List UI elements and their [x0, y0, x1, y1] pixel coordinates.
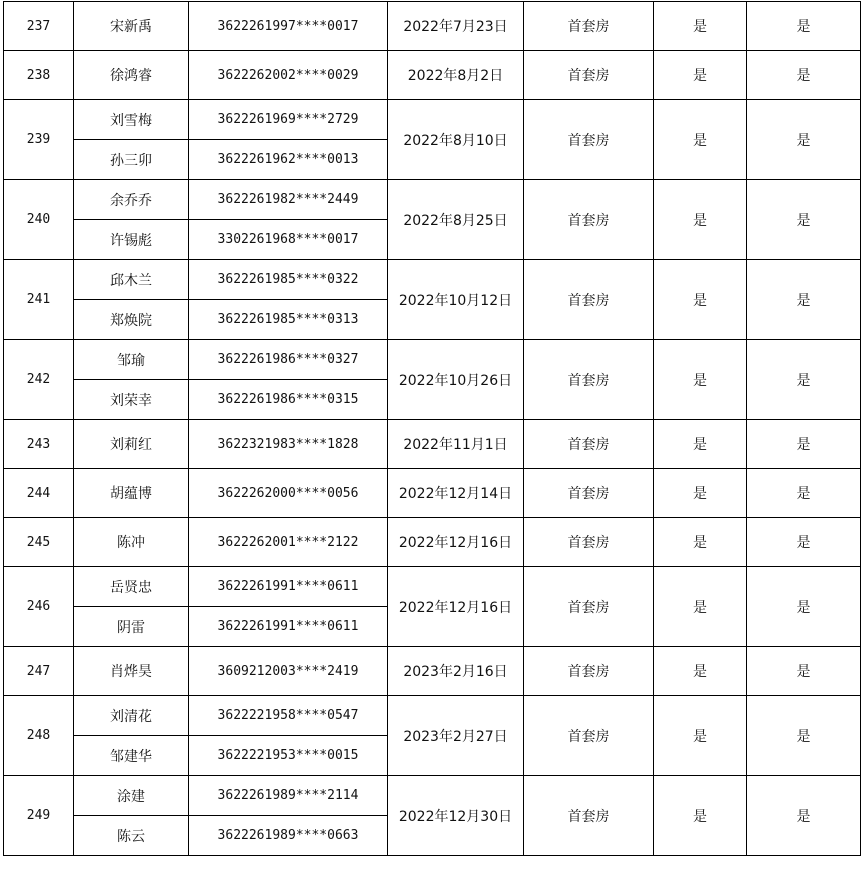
condition-one-cell: 是 — [654, 696, 747, 776]
id-number-cell: 3622221958****0547 — [189, 696, 388, 736]
person-name-cell: 余乔乔 — [74, 180, 189, 220]
id-number-cell: 3609212003****2419 — [189, 647, 388, 696]
record-number-cell: 245 — [4, 518, 74, 567]
person-name-cell: 肖烨昊 — [74, 647, 189, 696]
person-name-cell: 胡蕴博 — [74, 469, 189, 518]
housing-type-cell: 首套房 — [524, 469, 654, 518]
person-name-cell: 陈云 — [74, 816, 189, 856]
id-number-cell: 3622261991****0611 — [189, 567, 388, 607]
table-row — [4, 567, 861, 607]
table-row — [4, 420, 861, 469]
date-cell: 2022年7月23日 — [388, 2, 524, 51]
housing-type-cell: 首套房 — [524, 647, 654, 696]
record-number-cell: 246 — [4, 567, 74, 647]
condition-one-cell: 是 — [654, 51, 747, 100]
condition-two-cell: 是 — [747, 2, 861, 51]
id-number-cell: 3622261962****0013 — [189, 140, 388, 180]
id-number-cell: 3622261991****0611 — [189, 607, 388, 647]
housing-type-cell: 首套房 — [524, 2, 654, 51]
table-row — [4, 647, 861, 696]
id-number-cell: 3622262001****2122 — [189, 518, 388, 567]
housing-type-cell: 首套房 — [524, 420, 654, 469]
record-number-cell: 243 — [4, 420, 74, 469]
table-row — [4, 260, 861, 300]
id-number-cell: 3622261969****2729 — [189, 100, 388, 140]
person-name-cell: 陈冲 — [74, 518, 189, 567]
id-number-cell: 3622261982****2449 — [189, 180, 388, 220]
date-cell: 2022年10月12日 — [388, 260, 524, 340]
date-cell: 2022年12月30日 — [388, 776, 524, 856]
person-name-cell: 刘雪梅 — [74, 100, 189, 140]
date-cell: 2023年2月27日 — [388, 696, 524, 776]
housing-type-cell: 首套房 — [524, 776, 654, 856]
table-row — [4, 518, 861, 567]
person-name-cell: 郑焕院 — [74, 300, 189, 340]
id-number-cell: 3622221953****0015 — [189, 736, 388, 776]
condition-one-cell: 是 — [654, 567, 747, 647]
condition-two-cell: 是 — [747, 647, 861, 696]
person-name-cell: 许锡彪 — [74, 220, 189, 260]
record-number-cell: 238 — [4, 51, 74, 100]
id-number-cell: 3622321983****1828 — [189, 420, 388, 469]
id-number-cell: 3622261989****0663 — [189, 816, 388, 856]
record-number-cell: 237 — [4, 2, 74, 51]
person-name-cell: 岳贤忠 — [74, 567, 189, 607]
table-row — [4, 340, 861, 380]
condition-two-cell: 是 — [747, 100, 861, 180]
records-table — [3, 1, 861, 856]
records-body — [4, 2, 861, 856]
person-name-cell: 阴雷 — [74, 607, 189, 647]
record-number-cell: 248 — [4, 696, 74, 776]
person-name-cell: 徐鸿睿 — [74, 51, 189, 100]
date-cell: 2022年8月25日 — [388, 180, 524, 260]
condition-one-cell: 是 — [654, 518, 747, 567]
record-number-cell: 241 — [4, 260, 74, 340]
id-number-cell: 3622262000****0056 — [189, 469, 388, 518]
id-number-cell: 3622261986****0327 — [189, 340, 388, 380]
person-name-cell: 刘清花 — [74, 696, 189, 736]
date-cell: 2022年12月16日 — [388, 567, 524, 647]
condition-two-cell: 是 — [747, 340, 861, 420]
person-name-cell: 宋新禹 — [74, 2, 189, 51]
person-name-cell: 邱木兰 — [74, 260, 189, 300]
condition-one-cell: 是 — [654, 340, 747, 420]
record-number-cell: 239 — [4, 100, 74, 180]
id-number-cell: 3622261997****0017 — [189, 2, 388, 51]
condition-two-cell: 是 — [747, 696, 861, 776]
table-row — [4, 51, 861, 100]
id-number-cell: 3302261968****0017 — [189, 220, 388, 260]
condition-one-cell: 是 — [654, 260, 747, 340]
housing-type-cell: 首套房 — [524, 518, 654, 567]
housing-type-cell: 首套房 — [524, 340, 654, 420]
id-number-cell: 3622261986****0315 — [189, 380, 388, 420]
condition-one-cell: 是 — [654, 100, 747, 180]
table-row — [4, 100, 861, 140]
condition-two-cell: 是 — [747, 567, 861, 647]
date-cell: 2023年2月16日 — [388, 647, 524, 696]
date-cell: 2022年12月14日 — [388, 469, 524, 518]
date-cell: 2022年10月26日 — [388, 340, 524, 420]
housing-type-cell: 首套房 — [524, 51, 654, 100]
person-name-cell: 邹建华 — [74, 736, 189, 776]
housing-type-cell: 首套房 — [524, 180, 654, 260]
person-name-cell: 孙三卯 — [74, 140, 189, 180]
record-number-cell: 249 — [4, 776, 74, 856]
condition-two-cell: 是 — [747, 260, 861, 340]
housing-type-cell: 首套房 — [524, 260, 654, 340]
housing-type-cell: 首套房 — [524, 100, 654, 180]
date-cell: 2022年8月2日 — [388, 51, 524, 100]
condition-one-cell: 是 — [654, 469, 747, 518]
condition-two-cell: 是 — [747, 469, 861, 518]
condition-two-cell: 是 — [747, 51, 861, 100]
table-row — [4, 776, 861, 816]
person-name-cell: 刘荣幸 — [74, 380, 189, 420]
table-row — [4, 696, 861, 736]
id-number-cell: 3622261985****0322 — [189, 260, 388, 300]
id-number-cell: 3622261989****2114 — [189, 776, 388, 816]
condition-one-cell: 是 — [654, 647, 747, 696]
condition-two-cell: 是 — [747, 180, 861, 260]
condition-one-cell: 是 — [654, 420, 747, 469]
record-number-cell: 247 — [4, 647, 74, 696]
person-name-cell: 涂建 — [74, 776, 189, 816]
condition-one-cell: 是 — [654, 776, 747, 856]
record-number-cell: 240 — [4, 180, 74, 260]
person-name-cell: 刘莉红 — [74, 420, 189, 469]
housing-type-cell: 首套房 — [524, 567, 654, 647]
id-number-cell: 3622262002****0029 — [189, 51, 388, 100]
table-row — [4, 469, 861, 518]
condition-one-cell: 是 — [654, 180, 747, 260]
date-cell: 2022年8月10日 — [388, 100, 524, 180]
date-cell: 2022年12月16日 — [388, 518, 524, 567]
date-cell: 2022年11月1日 — [388, 420, 524, 469]
record-number-cell: 242 — [4, 340, 74, 420]
condition-two-cell: 是 — [747, 420, 861, 469]
condition-two-cell: 是 — [747, 518, 861, 567]
id-number-cell: 3622261985****0313 — [189, 300, 388, 340]
housing-type-cell: 首套房 — [524, 696, 654, 776]
table-row — [4, 180, 861, 220]
person-name-cell: 邹瑜 — [74, 340, 189, 380]
condition-two-cell: 是 — [747, 776, 861, 856]
condition-one-cell: 是 — [654, 2, 747, 51]
table-row — [4, 2, 861, 51]
record-number-cell: 244 — [4, 469, 74, 518]
